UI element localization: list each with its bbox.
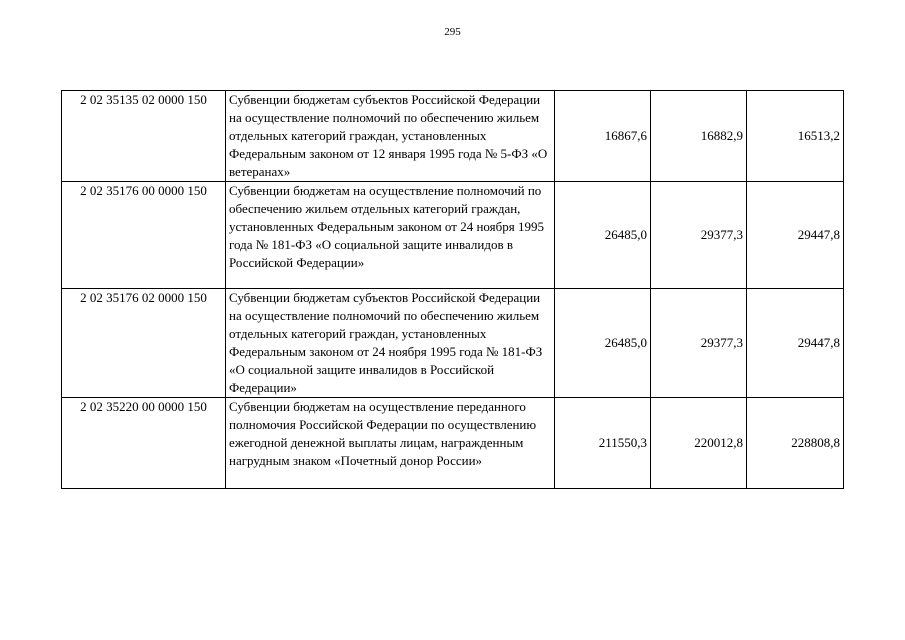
row-description: Субвенции бюджетам субъектов Российской Федерации на осуществление полномочий по обеспечению жильем отдельных категорий граждан, установленных Федеральным законом от 12 января 1995 года № 5-ФЗ «О ветеранах» — [226, 91, 555, 182]
table-row — [62, 91, 844, 182]
amount-year-2: 29377,3 — [651, 182, 747, 289]
table-row — [62, 398, 844, 489]
amount-year-2: 16882,9 — [651, 91, 747, 182]
page-number: 295 — [444, 26, 461, 38]
row-description: Субвенции бюджетам на осуществление полномочий по обеспечению жильем отдельных категорий граждан, установленных Федеральным законом от 24 ноября 1995 года № 181-ФЗ «О социальной защите инвалидов в Российской Федерации» — [226, 182, 555, 289]
table-row — [62, 182, 844, 289]
amount-year-1: 26485,0 — [555, 289, 651, 398]
budget-code: 2 02 35176 00 0000 150 — [62, 182, 226, 289]
budget-code: 2 02 35135 02 0000 150 — [62, 91, 226, 182]
amount-year-3: 29447,8 — [747, 289, 844, 398]
amount-year-2: 220012,8 — [651, 398, 747, 489]
amount-year-3: 29447,8 — [747, 182, 844, 289]
row-description: Субвенции бюджетам на осуществление переданного полномочия Российской Федерации по осуществлению ежегодной денежной выплаты лицам, награжденным нагрудным знаком «Почетный донор России» — [226, 398, 555, 489]
amount-year-2: 29377,3 — [651, 289, 747, 398]
budget-table — [61, 90, 844, 489]
amount-year-3: 228808,8 — [747, 398, 844, 489]
amount-year-3: 16513,2 — [747, 91, 844, 182]
row-description: Субвенции бюджетам субъектов Российской Федерации на осуществление полномочий по обеспечению жильем отдельных категорий граждан, установленных Федеральным законом от 24 ноября 1995 года № 181-ФЗ «О социальной защите инвалидов в Российской Федерации» — [226, 289, 555, 398]
budget-code: 2 02 35176 02 0000 150 — [62, 289, 226, 398]
amount-year-1: 26485,0 — [555, 182, 651, 289]
table-row — [62, 289, 844, 398]
amount-year-1: 211550,3 — [555, 398, 651, 489]
amount-year-1: 16867,6 — [555, 91, 651, 182]
budget-code: 2 02 35220 00 0000 150 — [62, 398, 226, 489]
